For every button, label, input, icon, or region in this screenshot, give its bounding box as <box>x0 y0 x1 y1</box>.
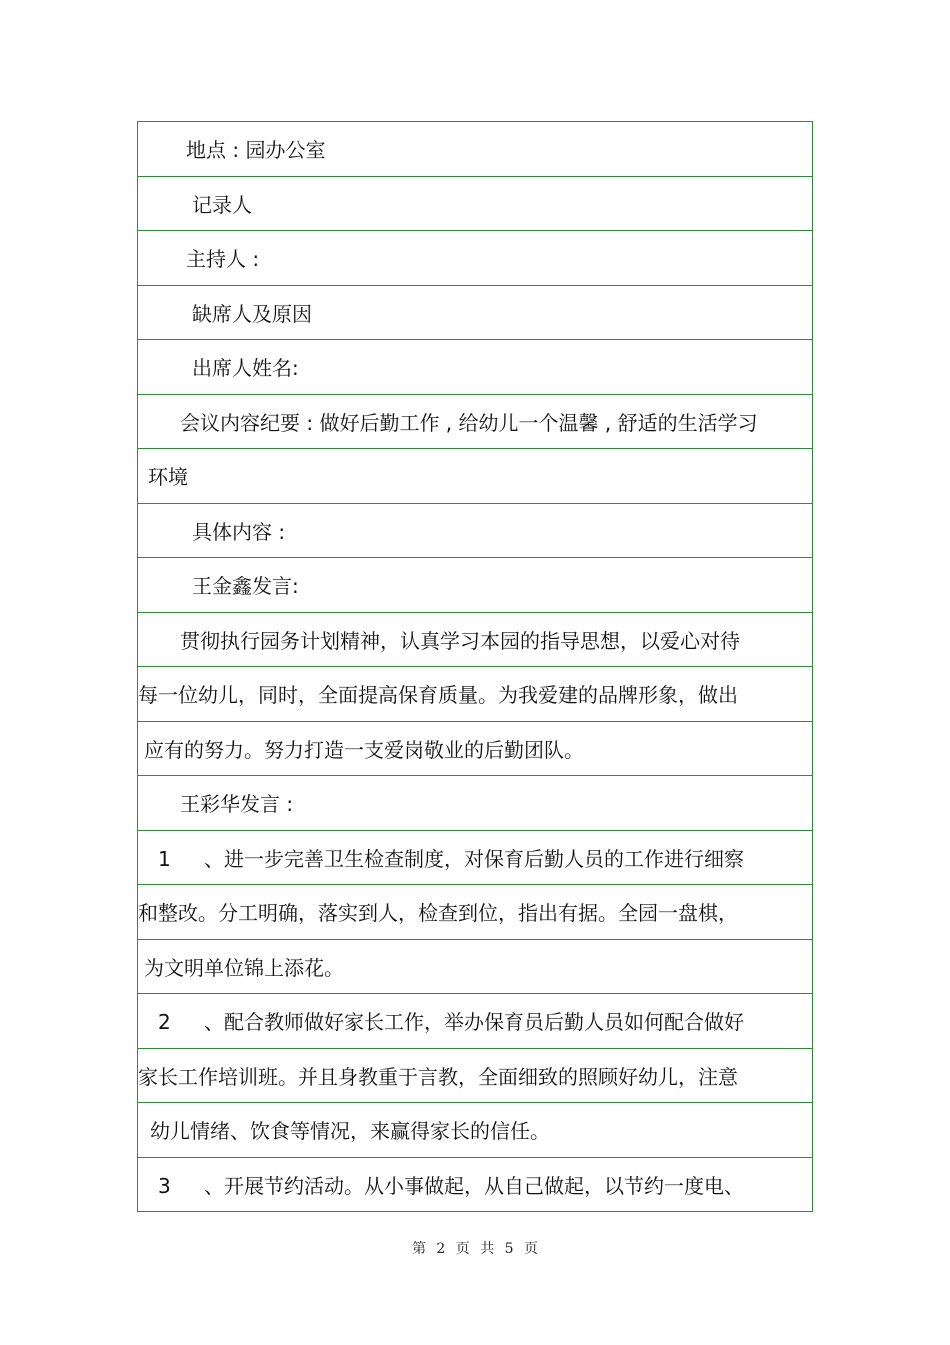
table-row <box>138 1158 812 1213</box>
row-content <box>138 352 299 381</box>
table-row <box>138 613 812 668</box>
table-row <box>138 667 812 722</box>
table-row <box>138 504 812 559</box>
row-text: 主持人 : <box>186 247 260 272</box>
row-content <box>138 189 252 218</box>
item-number: 3 <box>158 1173 171 1198</box>
row-content <box>138 1061 738 1090</box>
item-number: 1 <box>158 846 171 871</box>
row-text: 、开展节约活动。从小事做起，从自己做起，以节约一度电、 <box>204 1173 744 1198</box>
row-text: 和整改。分工明确，落实到人，检查到位，指出有据。全园一盘棋， <box>138 901 738 926</box>
row-content <box>138 516 285 545</box>
row-content <box>138 1170 744 1199</box>
table-row <box>138 776 812 831</box>
row-text: 幼儿情绪、饮食等情况，来赢得家长的信任。 <box>150 1119 550 1144</box>
table-row <box>138 340 812 395</box>
table-row <box>138 722 812 777</box>
row-text: 王金鑫发言: <box>192 574 299 599</box>
table-row <box>138 122 812 177</box>
row-content <box>138 461 188 490</box>
table-row <box>138 940 812 995</box>
table-row <box>138 994 812 1049</box>
row-content <box>138 243 259 272</box>
row-content <box>138 952 344 981</box>
table-row <box>138 1103 812 1158</box>
row-content <box>138 1115 550 1144</box>
row-text: 地点 : 园办公室 <box>186 138 326 163</box>
row-content <box>138 570 299 599</box>
row-content <box>138 407 758 436</box>
row-text: 为文明单位锦上添花。 <box>144 955 344 980</box>
row-content <box>138 298 312 327</box>
row-text: 家长工作培训班。并且身教重于言教，全面细致的照顾好幼儿，注意 <box>138 1064 738 1089</box>
footer-page-word: 页 <box>455 1241 470 1257</box>
table-row <box>138 449 812 504</box>
row-text: 环境 <box>148 465 188 490</box>
table-row <box>138 885 812 940</box>
row-content <box>138 843 744 872</box>
footer-suffix: 页 <box>524 1241 539 1257</box>
row-content <box>138 788 293 817</box>
table-row <box>138 1049 812 1104</box>
table-row <box>138 831 812 886</box>
row-text: 出席人姓名: <box>192 356 299 381</box>
footer-total-word: 共 <box>480 1241 495 1257</box>
row-text: 缺席人及原因 <box>192 301 312 326</box>
row-content <box>138 734 584 763</box>
table-row <box>138 395 812 450</box>
footer-prefix: 第 <box>411 1241 426 1257</box>
row-content <box>138 134 325 163</box>
row-text: 、配合教师做好家长工作，举办保育员后勤人员如何配合做好 <box>204 1010 744 1035</box>
row-text: 记录人 <box>192 192 252 217</box>
row-content <box>138 625 740 654</box>
row-text: 应有的努力。努力打造一支爱岗敬业的后勤团队。 <box>144 737 584 762</box>
table-row <box>138 177 812 232</box>
row-text: 王彩华发言 : <box>180 792 294 817</box>
table-row <box>138 231 812 286</box>
table-row <box>138 558 812 613</box>
row-content <box>138 679 738 708</box>
document-table <box>137 121 813 1212</box>
item-number: 2 <box>158 1010 171 1035</box>
row-text: 、进一步完善卫生检查制度，对保育后勤人员的工作进行细察 <box>204 846 744 871</box>
footer-total-number: 5 <box>504 1241 514 1257</box>
page-footer <box>0 1238 950 1258</box>
footer-page-number: 2 <box>436 1241 446 1257</box>
row-text: 具体内容 : <box>192 519 286 544</box>
table-row <box>138 286 812 341</box>
row-content <box>138 897 738 926</box>
row-text: 每一位幼儿，同时，全面提高保育质量。为我爱建的品牌形象，做出 <box>138 683 738 708</box>
row-content <box>138 1006 744 1035</box>
row-text: 贯彻执行园务计划精神，认真学习本园的指导思想，以爱心对待 <box>180 628 740 653</box>
row-text: 会议内容纪要 : 做好后勤工作 , 给幼儿一个温馨 , 舒适的生活学习 <box>180 410 758 435</box>
